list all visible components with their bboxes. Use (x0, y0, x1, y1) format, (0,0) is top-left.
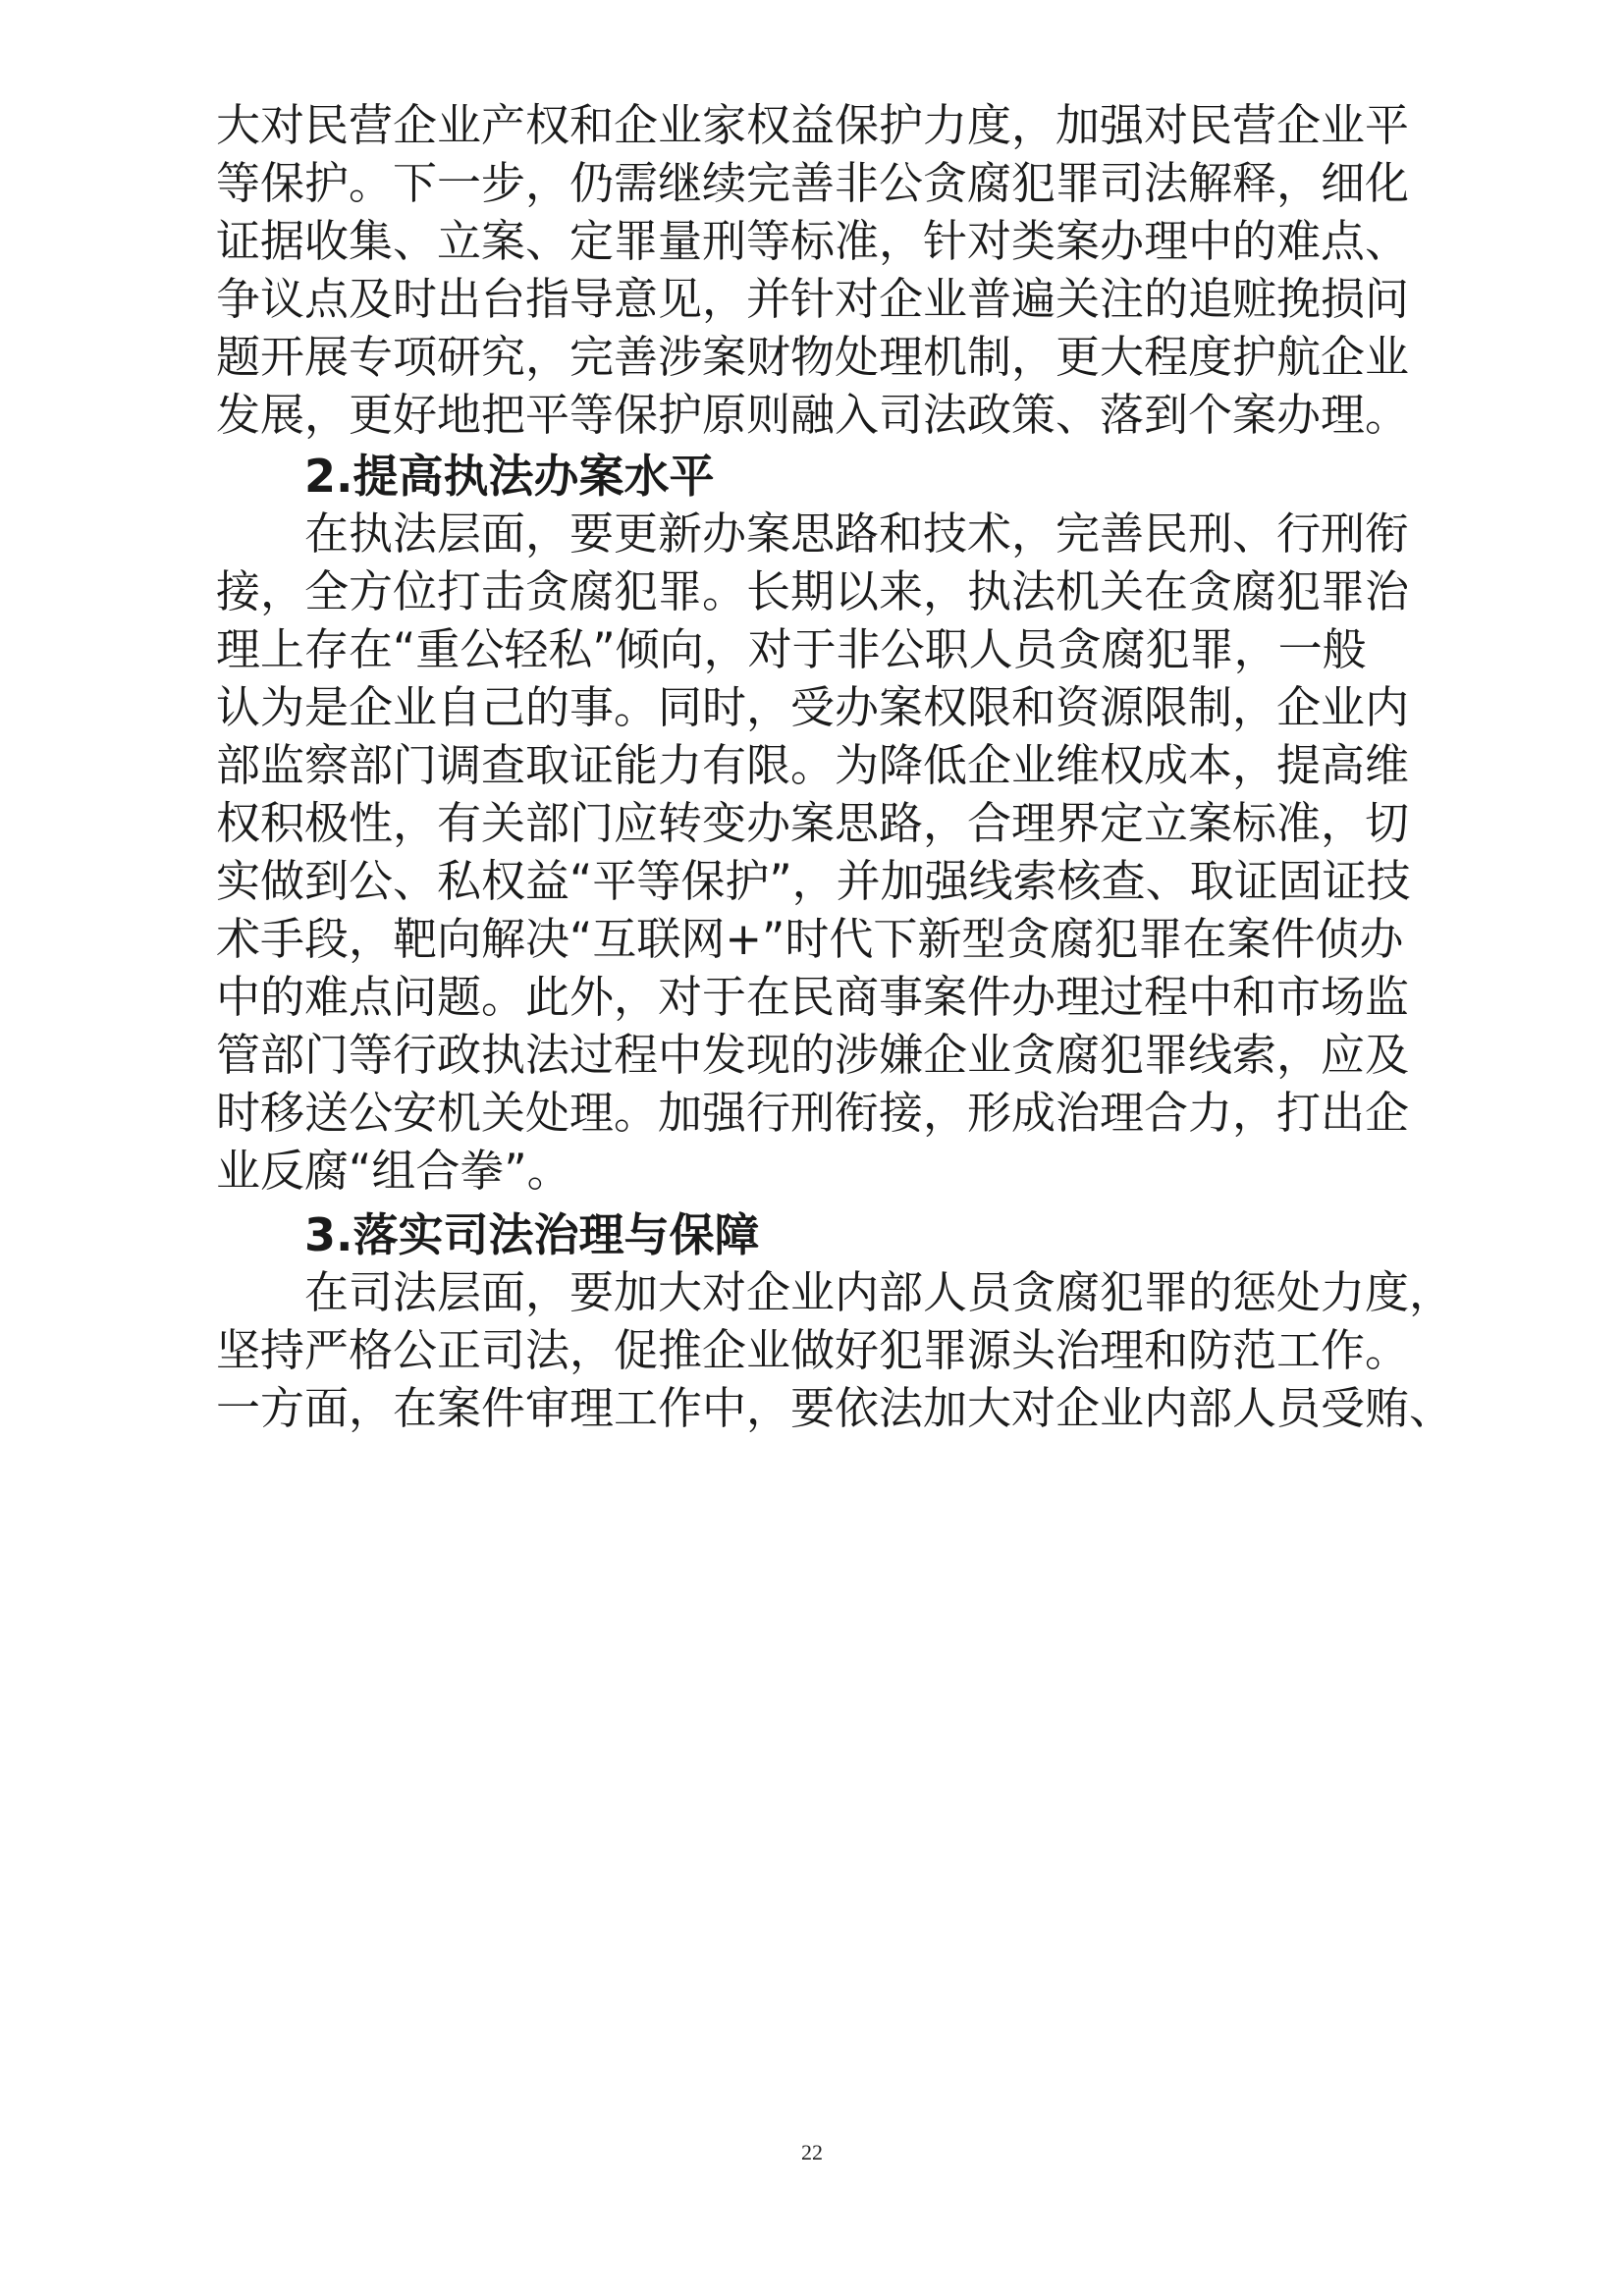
text-line: 理上存在“重公轻私”倾向，对于非公职人员贪腐犯罪，一般 (216, 623, 1367, 675)
text-line: 证据收集、立案、定罪量刑等标准，针对类案办理中的难点、 (216, 215, 1410, 267)
text-line: 等保护。下一步，仍需继续完善非公贪腐犯罪司法解释，细化 (216, 157, 1410, 209)
text-line: 术手段，靶向解决“互联网+”时代下新型贪腐犯罪在案件侦办 (216, 913, 1404, 965)
text-line: 接，全方位打击贪腐犯罪。长期以来，执法机关在贪腐犯罪治 (216, 565, 1410, 617)
text-line: 业反腐“组合拳”。 (216, 1145, 571, 1197)
text-line: 管部门等行政执法过程中发现的涉嫌企业贪腐犯罪线索，应及 (216, 1029, 1410, 1081)
text-line: 题开展专项研究，完善涉案财物处理机制，更大程度护航企业 (216, 331, 1410, 383)
text-line: 发展，更好地把平等保护原则融入司法政策、落到个案办理。 (216, 389, 1410, 441)
text-line: 实做到公、私权益“平等保护”，并加强线索核查、取证固证技 (216, 855, 1411, 907)
text-line: 权积极性，有关部门应转变办案思路，合理界定立案标准，切 (216, 797, 1410, 849)
text-line: 大对民营企业产权和企业家权益保护力度，加强对民营企业平 (216, 99, 1410, 151)
text-line: 争议点及时出台指导意见，并针对企业普遍关注的追赃挽损问 (216, 273, 1410, 325)
page-number: 22 (801, 2140, 823, 2164)
text-line: 在司法层面，要加大对企业内部人员贪腐犯罪的惩处力度， (304, 1266, 1454, 1318)
text-line: 认为是企业自己的事。同时，受办案权限和资源限制，企业内 (216, 681, 1410, 733)
section-heading: 3.落实司法治理与保障 (304, 1208, 760, 1261)
text-line: 一方面，在案件审理工作中，要依法加大对企业内部人员受贿、 (216, 1382, 1454, 1434)
text-line: 在执法层面，要更新办案思路和技术，完善民刑、行刑衔 (304, 507, 1410, 560)
text-line: 中的难点问题。此外，对于在民商事案件办理过程中和市场监 (216, 971, 1410, 1023)
text-line: 坚持严格公正司法，促推企业做好犯罪源头治理和防范工作。 (216, 1324, 1410, 1376)
text-line: 部监察部门调查取证能力有限。为降低企业维权成本，提高维 (216, 739, 1410, 791)
section-heading: 2.提高执法办案水平 (304, 450, 715, 503)
text-line: 时移送公安机关处理。加强行刑衔接，形成治理合力，打出企 (216, 1087, 1410, 1139)
